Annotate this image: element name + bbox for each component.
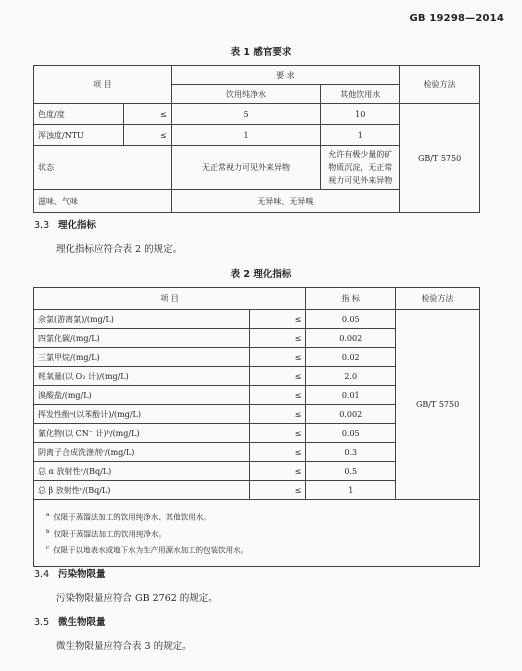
sensory-requirements-table <box>33 65 480 213</box>
t2-row-item: 总 β 放射性ᶜ/(Bq/L) <box>34 481 250 500</box>
t2-row-value: 0.5 <box>306 462 396 481</box>
table2-title: 表 2 理化指标 <box>230 269 292 280</box>
section-3-4-heading: 3.4 污染物限量 <box>34 569 106 580</box>
table1-title: 表 1 感官要求 <box>230 47 292 58</box>
section-3-4-text: 污染物限量应符合 GB 2762 的规定。 <box>56 593 218 604</box>
t2-row-symbol: ≤ <box>250 481 306 500</box>
t2-row-item: 耗氧量(以 O₂ 计)/(mg/L) <box>34 367 250 386</box>
t1-row-symbol: ≤ <box>123 125 171 146</box>
footnote: $^c$ 仅限于以地表水或地下水为生产用源水加工的包装饮用水。 <box>46 545 249 555</box>
t2-row-item: 四氯化碳/(mg/L) <box>34 329 250 348</box>
t2-method: GB/T 5750 <box>396 310 480 500</box>
t1-header-other-water: 其他饮用水 <box>321 85 400 104</box>
t2-row-item: 溴酸盐/(mg/L) <box>34 386 250 405</box>
t2-row-value: 2.0 <box>306 367 396 386</box>
t2-row-value: 1 <box>306 481 396 500</box>
t2-row-symbol: ≤ <box>250 462 306 481</box>
t1-method: GB/T 5750 <box>400 104 480 213</box>
t2-row-item: 氰化物(以 CN⁻ 计)ᵇ/(mg/L) <box>34 424 250 443</box>
t2-row-value: 0.002 <box>306 329 396 348</box>
t2-row-value: 0.02 <box>306 348 396 367</box>
t2-row-symbol: ≤ <box>250 329 306 348</box>
t1-row-item: 色度/度 <box>34 104 124 125</box>
t1-row-value-b: 10 <box>321 104 400 125</box>
t2-header-index: 指 标 <box>306 288 396 310</box>
t2-row-value: 0.3 <box>306 443 396 462</box>
t2-row-item: 总 α 放射性ᶜ/(Bq/L) <box>34 462 250 481</box>
t2-footnotes <box>34 500 480 567</box>
t1-row-value-a: 5 <box>171 104 321 125</box>
t2-row-symbol: ≤ <box>250 405 306 424</box>
t1-row-value-b: 允许有极少量的矿物质沉淀，无正常视力可见外来异物 <box>321 146 400 190</box>
standard-number: GB 19298—2014 <box>409 13 504 24</box>
t2-row-value: 0.01 <box>306 386 396 405</box>
t2-header-method: 检验方法 <box>396 288 480 310</box>
physicochemical-indicators-table <box>33 287 480 567</box>
t2-row-item: 挥发性酚ᵃ(以苯酚计)/(mg/L) <box>34 405 250 424</box>
t1-header-requirement: 要 求 <box>171 66 399 85</box>
t2-row-value: 0.05 <box>306 310 396 329</box>
t2-row-item: 三氯甲烷/(mg/L) <box>34 348 250 367</box>
section-3-5-text: 微生物限量应符合表 3 的规定。 <box>56 641 192 652</box>
t2-header-item: 项 目 <box>34 288 306 310</box>
t1-header-pure-water: 饮用纯净水 <box>171 85 321 104</box>
t1-row-symbol: ≤ <box>123 104 171 125</box>
t2-row-symbol: ≤ <box>250 443 306 462</box>
t2-row-symbol: ≤ <box>250 367 306 386</box>
t2-row-symbol: ≤ <box>250 348 306 367</box>
section-3-5-heading: 3.5 微生物限量 <box>34 617 106 628</box>
footnote: $^b$ 仅限于蒸馏法加工的饮用纯净水。 <box>46 528 167 538</box>
t2-row-symbol: ≤ <box>250 386 306 405</box>
t1-row-value-a: 1 <box>171 125 321 146</box>
t2-row-item: 阴离子合成洗涤剂ᶜ/(mg/L) <box>34 443 250 462</box>
t1-header-item: 项 目 <box>34 66 172 104</box>
section-3-3-text: 理化指标应符合表 2 的规定。 <box>56 244 183 255</box>
t1-row-merged-value: 无异味、无异嗅 <box>171 190 399 213</box>
t1-row-value-b: 1 <box>321 125 400 146</box>
t2-row-symbol: ≤ <box>250 310 306 329</box>
t2-row-value: 0.05 <box>306 424 396 443</box>
t1-row-value-a: 无正常视力可见外来异物 <box>171 146 321 190</box>
t2-row-item: 余氯(游离氯)/(mg/L) <box>34 310 250 329</box>
section-3-3-heading: 3.3 理化指标 <box>34 220 97 231</box>
t1-row-item: 状态 <box>34 146 172 190</box>
footnote: $^a$ 仅限于蒸馏法加工的饮用纯净水、其他饮用水。 <box>46 512 211 522</box>
t1-row-item: 滋味、气味 <box>34 190 172 213</box>
t1-row-item: 浑浊度/NTU <box>34 125 124 146</box>
t1-header-method: 检验方法 <box>400 66 480 104</box>
t2-row-symbol: ≤ <box>250 424 306 443</box>
t2-row-value: 0.002 <box>306 405 396 424</box>
